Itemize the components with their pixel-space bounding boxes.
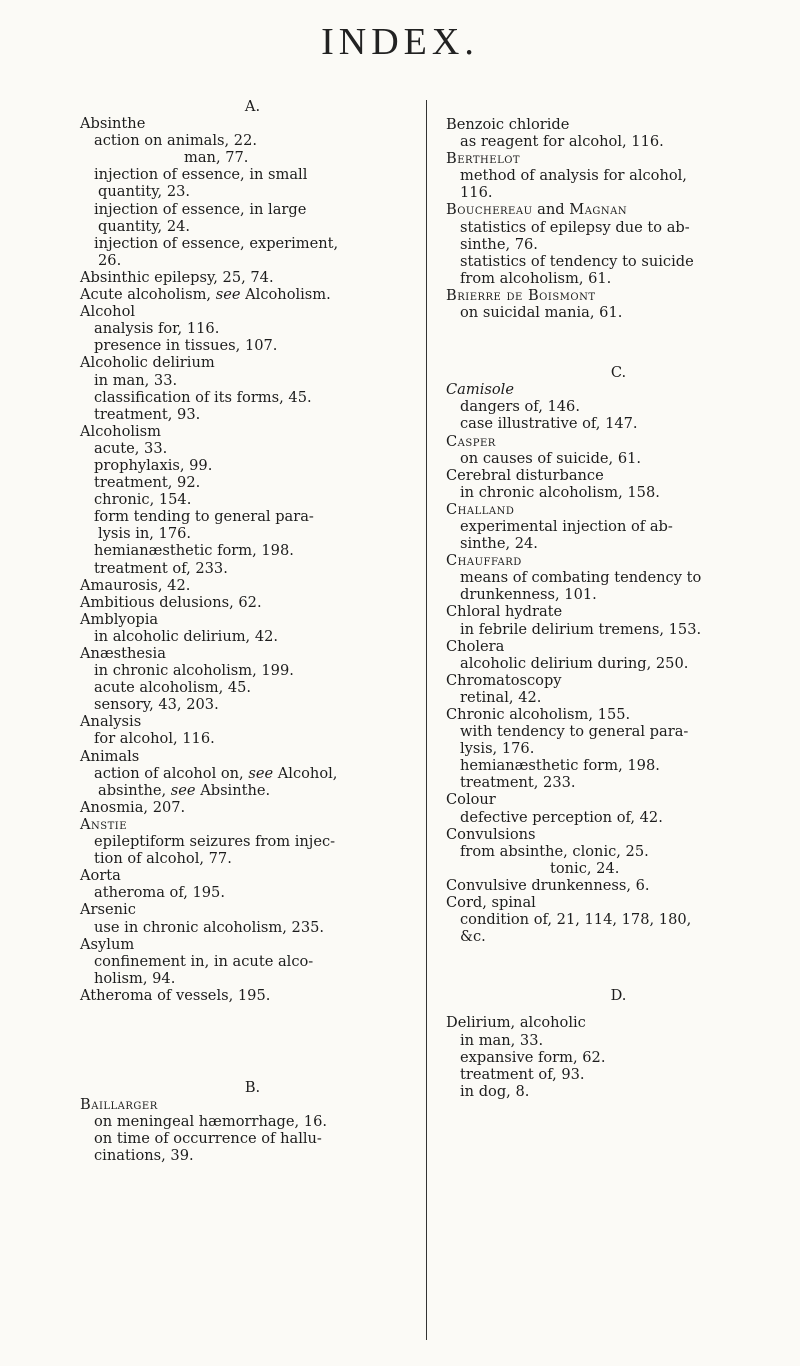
index-subentry: injection of essence, in large: [94, 200, 307, 218]
section-letter-d: D.: [610, 987, 627, 1005]
index-entry: Cord, spinal: [446, 894, 536, 912]
section-gap: [446, 1004, 791, 1014]
section-gap: [446, 321, 791, 364]
index-subentry: statistics of epilepsy due to ab-: [460, 218, 690, 236]
index-entry: Asylum: [80, 935, 135, 953]
index-entry: Anæsthesia: [80, 645, 166, 662]
index-entry: Camisole: [446, 381, 514, 399]
index-entry-author: Casper: [446, 432, 496, 450]
index-subentry: in febrile delirium tremens, 153.: [460, 620, 702, 638]
index-entry: Benzoic chloride: [446, 116, 570, 133]
index-entry: Anosmia, 207.: [80, 798, 186, 816]
index-subentry: method of analysis for alcohol,: [460, 167, 687, 185]
index-entry: Alcoholism: [80, 422, 162, 440]
index-subentry: with tendency to general para-: [460, 723, 689, 741]
index-subentry: treatment, 92.: [94, 474, 201, 492]
index-entry: Alcohol: [80, 303, 136, 321]
index-subentry: analysis for, 116.: [94, 320, 220, 338]
index-entry: Acute alcoholism, see Alcoholism.: [80, 286, 331, 304]
index-subentry: treatment, 233.: [460, 774, 576, 792]
index-subentry-cont: holism, 94.: [94, 969, 176, 987]
index-subentry-cont: from alcoholism, 61.: [460, 269, 612, 287]
index-subentry-cont: drunkenness, 101.: [460, 586, 597, 604]
index-entry: Aorta: [80, 867, 121, 885]
index-entry-author: Brierre de Boismont: [446, 286, 596, 304]
index-subentry: action on animals, 22.: [94, 132, 258, 150]
index-subentry-cont: 26.: [98, 251, 122, 269]
index-subentry: tion of alcohol, 77.: [94, 850, 232, 868]
index-subentry: classification of its forms, 45.: [94, 388, 312, 406]
index-subentry: in chronic alcoholism, 158.: [460, 483, 660, 501]
index-subentry: expansive form, 62.: [460, 1048, 606, 1066]
index-subentry: form tending to general para-: [94, 508, 314, 526]
index-subentry: chronic, 154.: [94, 491, 192, 509]
index-entry: Cerebral disturbance: [446, 466, 604, 484]
index-entry: Analysis: [80, 713, 142, 731]
index-subentry-cont: absinthe, see Absinthe.: [98, 781, 271, 799]
index-subentry: defective perception of, 42.: [460, 808, 663, 826]
section-letter-c: C.: [610, 364, 627, 382]
index-subentry: statistics of tendency to suicide: [460, 252, 694, 270]
index-subentry: experimental injection of ab-: [460, 517, 673, 535]
index-subentry: injection of essence, experiment,: [94, 234, 339, 252]
index-subentry-cont: sinthe, 24.: [460, 535, 538, 553]
index-subentry: acute alcoholism, 45.: [94, 679, 252, 697]
index-subentry: treatment of, 233.: [94, 559, 228, 577]
index-entry: Arsenic: [80, 901, 136, 919]
index-entry: Chronic alcoholism, 155.: [446, 706, 631, 723]
index-entry: Absinthe: [80, 115, 146, 133]
index-subentry: presence in tissues, 107.: [94, 337, 278, 355]
index-entry-author: Anstie: [80, 815, 128, 833]
section-letter-b: B.: [244, 1078, 261, 1096]
index-entry: Chromatoscopy: [446, 671, 562, 689]
index-subentry-cont: cinations, 39.: [94, 1147, 194, 1165]
index-subentry: acute, 33.: [94, 439, 168, 457]
index-subentry: treatment, 93.: [94, 405, 201, 423]
index-entry-author: Chauffard: [446, 552, 522, 570]
index-entry: Animals: [80, 747, 140, 765]
index-subentry: in chronic alcoholism, 199.: [94, 662, 294, 680]
index-entry: Atheroma of vessels, 195.: [80, 986, 271, 1004]
index-subentry: use in chronic alcoholism, 235.: [94, 918, 325, 936]
index-subentry: hemianæsthetic form, 198.: [94, 542, 294, 560]
index-subentry: on suicidal mania, 61.: [460, 304, 623, 322]
index-entry: Convulsions: [446, 825, 536, 843]
index-subentry-cont: sinthe, 76.: [460, 235, 538, 253]
index-subentry: treatment of, 93.: [460, 1065, 585, 1083]
index-entry: Amblyopia: [80, 610, 159, 628]
index-subentry-cont: quantity, 24.: [98, 217, 191, 235]
index-subentry: dangers of, 146.: [460, 398, 580, 416]
section-letter-a: A.: [244, 98, 261, 115]
index-entry: Convulsive drunkenness, 6.: [446, 876, 650, 894]
index-subentry: in dog, 8.: [460, 1082, 530, 1100]
section-gap: [80, 1004, 425, 1079]
index-subentry: confinement in, in acute alco-: [94, 952, 314, 970]
index-subentry: on causes of suicide, 61.: [460, 449, 642, 467]
index-subentry: tonic, 24.: [550, 859, 620, 877]
index-subentry-cont: &c.: [460, 928, 486, 946]
page-title: INDEX.: [321, 21, 479, 63]
index-subentry: retinal, 42.: [460, 688, 542, 706]
index-subentry-cont: lysis, 176.: [460, 740, 535, 758]
index-entry: Chloral hydrate: [446, 603, 563, 621]
index-subentry: as reagent for alcohol, 116.: [460, 133, 664, 151]
index-subentry: hemianæsthetic form, 198.: [460, 757, 660, 775]
index-entry: Amaurosis, 42.: [80, 576, 191, 594]
column-divider: [426, 100, 427, 1340]
index-entry-author: Challand: [446, 500, 515, 518]
index-subentry: sensory, 43, 203.: [94, 696, 219, 714]
index-subentry-cont: 116.: [460, 184, 493, 202]
index-subentry: from absinthe, clonic, 25.: [460, 842, 649, 860]
index-subentry: epileptiform seizures from injec-: [94, 833, 336, 851]
index-entry: Colour: [446, 791, 496, 809]
index-entry: Alcoholic delirium: [80, 354, 215, 372]
index-entry-author: Baillarger: [80, 1096, 158, 1114]
index-subentry: for alcohol, 116.: [94, 730, 215, 748]
index-subentry: in man, 33.: [94, 371, 178, 389]
index-subentry: condition of, 21, 114, 178, 180,: [460, 911, 692, 929]
index-subentry: means of combating tendency to: [460, 569, 702, 587]
index-subentry: on meningeal hæmorrhage, 16.: [94, 1113, 328, 1131]
index-subentry: injection of essence, in small: [94, 166, 308, 184]
index-entry: Cholera: [446, 637, 505, 655]
section-gap: [446, 945, 791, 987]
index-entry: Delirium, alcoholic: [446, 1014, 586, 1032]
index-subentry: in man, 33.: [460, 1031, 544, 1049]
index-subentry: action of alcohol on, see Alcohol,: [94, 764, 338, 782]
index-entry-author: Bouchereau and Magnan: [446, 201, 628, 219]
index-subentry: in alcoholic delirium, 42.: [94, 627, 279, 645]
index-subentry: case illustrative of, 147.: [460, 415, 638, 433]
index-subentry: atheroma of, 195.: [94, 884, 225, 902]
index-subentry: alcoholic delirium during, 250.: [460, 654, 689, 672]
index-entry: Ambitious delusions, 62.: [80, 593, 262, 611]
index-entry-author: Berthelot: [446, 150, 521, 168]
index-subentry: on time of occurrence of hallu-: [94, 1130, 322, 1148]
index-subentry-cont: quantity, 23.: [98, 183, 191, 201]
index-subentry: man, 77.: [184, 149, 249, 167]
left-column: [80, 98, 425, 1164]
index-entry: Absinthic epilepsy, 25, 74.: [80, 268, 274, 286]
index-subentry: prophylaxis, 99.: [94, 456, 213, 474]
right-column: [446, 116, 791, 1100]
index-subentry-cont: lysis in, 176.: [98, 525, 192, 543]
